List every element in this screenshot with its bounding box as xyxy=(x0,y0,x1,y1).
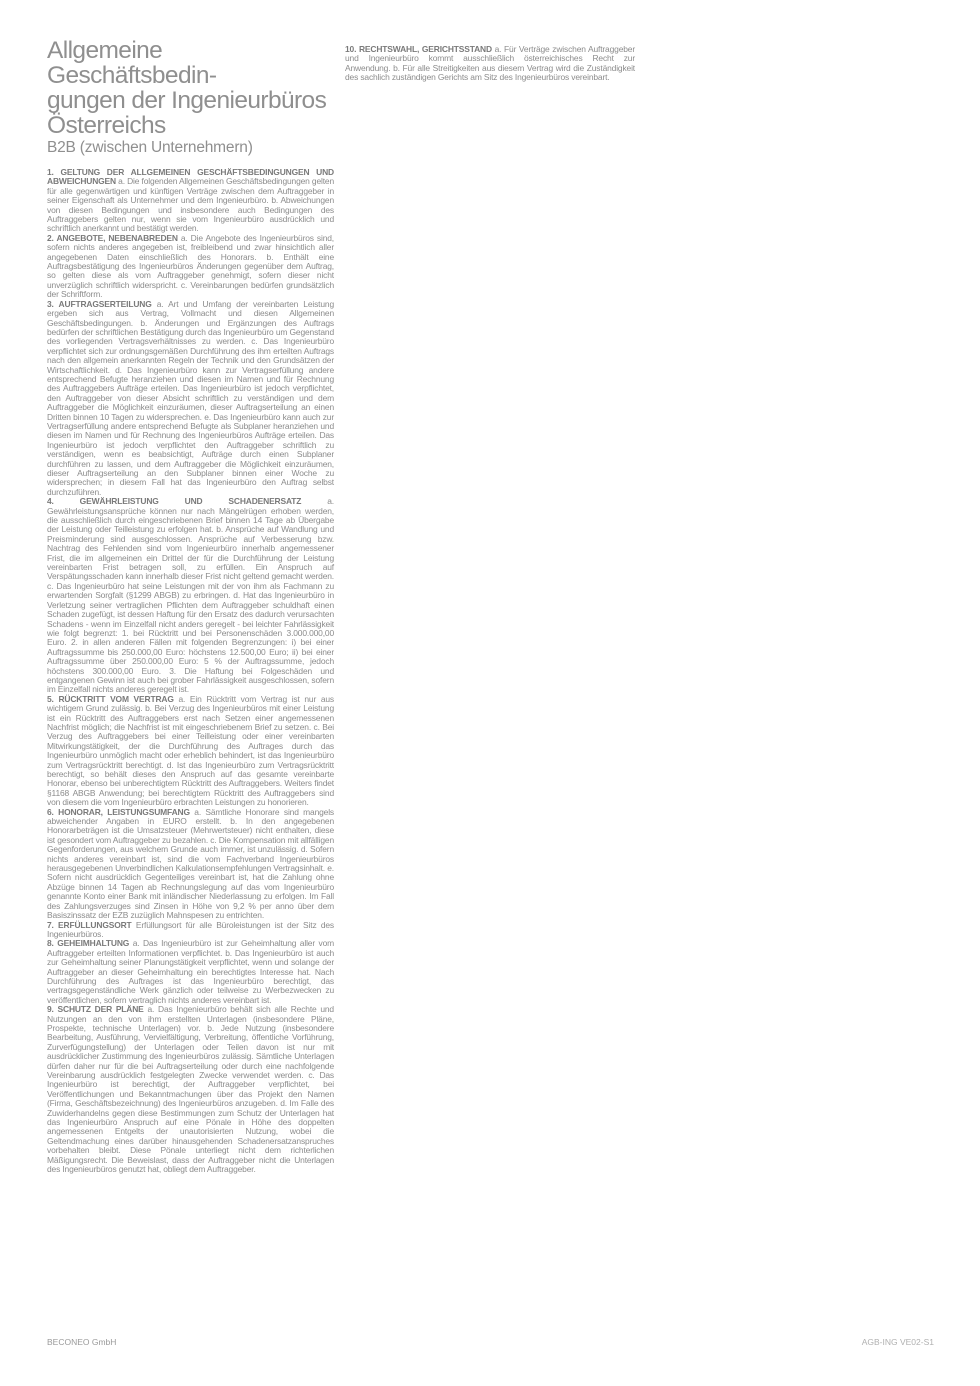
section-body: a. Gewährleistungsansprüche können nur nach Mängelrügen erhoben werden, die ausschließlich durch eingeschriebenen Brief binnen 14 Tage ab Übergabe der Leistung oder Teilleistung zu erfolgen hat. b. Ansprüche auf Wandlung und Preisminderung sind ausgeschlossen. Ansprüche auf Verbesserung bzw. Nachtrag des Fehlenden sind vom Ingenieurbüro innerhalb angemessener Frist, die im allgemeinen ein Drittel der für die Durchführung der Leistung vereinbarten Frist betragen soll, zu erfüllen. Ein Anspruch auf Verspätungsschaden kann innerhalb dieser Frist nicht geltend gemacht werden. c. Das Ingenieurbüro hat seine Leistungen mit der von ihm als Fachmann zu erwartenden Sorgfalt (§1299 ABGB) zu erbringen. d. Hat das Ingenieurbüro in Verletzung seiner vertraglichen Pflichten dem Auftraggeber schuldhaft einen Schaden zugefügt, ist dessen Haftung für den Ersatz des dadurch verursachten Schadens - wenn im Einzelfall nicht anders geregelt - bei leichter Fahrlässigkeit wie folgt begrenzt: 1. bei Rücktritt und bei Personenschäden 3.000.000,00 Euro. 2. in allen anderen Fällen mit folgenden Begrenzungen: i) bei einer Auftragssumme bis 250.000,00 Euro: höchstens 12.500,00 Euro; ii) bei einer Auftragssumme über 250.000,00 Euro: 5 % der Auftragssumme, jedoch höchstens 300.000,00 Euro. 3. Die Haftung bei Folgeschäden und entgangenen Gewinn ist auch bei grober Fahrlässigkeit ausgeschlossen, sofern im Einzelfall nichts anderes geregelt ist. xyxy=(47,496,334,695)
right-column xyxy=(345,45,635,83)
section-body: a. Für Verträge zwischen Auftraggeber und Ingenieurbüro kommt ausschließlich österreichisches Recht zur Anwendung. b. Für alle Streitigkeiten aus diesem Vertrag wird die Zuständigkeit des sachlich zuständigen Gerichts am Sitz des Ingenieurbüros vereinbart. xyxy=(345,44,635,83)
section-3 xyxy=(47,300,334,498)
section-heading: 6. HONORAR, LEISTUNGSUMFANG xyxy=(47,806,190,817)
section-7 xyxy=(47,921,334,940)
section-heading: 7. ERFÜLLUNGSORT xyxy=(47,919,132,930)
section-heading: 9. SCHUTZ DER PLÄNE xyxy=(47,1004,144,1015)
footer-company: BECONEO GmbH xyxy=(47,1337,117,1347)
document-title: Allgemeine Geschäftsbedin- gungen der Ingenieurbüros Österreichs xyxy=(47,37,327,139)
section-body: a. Das Ingenieurbüro behält sich alle Rechte und Nutzungen an den von ihm erstellten Unterlagen (insbesondere Pläne, Prospekte, technische Unterlagen) vor. b. Jede Nutzung (insbesondere Bearbeitung, Ausführung, Vervielfältigung, Verbreitung, öffentliche Vorführung, Zurverfügungstellung) der Unterlagen oder Teilen davon ist nur mit ausdrücklicher Zustimmung des Ingenieurbüros zulässig. Sämtliche Unterlagen dürfen daher nur für die bei Auftragserteilung oder durch eine nachfolgende Vereinbarung ausdrücklich festgelegten Zwecke verwendet werden. c. Das Ingenieurbüro ist berechtigt, der Auftraggeber verpflichtet, bei Veröffentlichungen und Bekanntmachungen über das Projekt den Namen (Firma, Geschäftsbezeichnung) des Ingenieurbüros anzugeben. d. Im Falle des Zuwiderhandelns gegen diese Bestimmungen zum Schutz der Unterlagen hat das Ingenieurbüro Anspruch auf eine Pönale in Höhe des doppelten angemessenen Entgelts der unautorisierten Nutzung, wobei die Geltendmachung eines darüber hinausgehenden Schadenersatzanspruches vorbehalten bleibt. Diese Pönale unterliegt nicht dem richterlichen Mäßigungsrecht. Die Beweislast, dass der Auftraggeber nicht die Unterlagen des Ingenieurbüros genutzt hat, obliegt dem Auftraggeber. xyxy=(47,1004,334,1175)
section-heading: 1. GELTUNG DER ALLGEMEINEN GESCHÄFTSBEDINGUNGEN UND ABWEICHUNGEN xyxy=(47,167,334,187)
section-heading: 8. GEHEIMHALTUNG xyxy=(47,938,130,949)
document-subtitle: B2B (zwischen Unternehmern) xyxy=(47,139,253,156)
section-body: a. Die Angebote des Ingenieurbüros sind, sofern nichts anderes angegeben ist, freibleibend und zwar hinsichtlich aller angegebenen Daten einschließlich des Honorars. b. Enthält eine Auftragsbestätigung des Ingenieurbüros Änderungen gegenüber dem Auftrag, so gelten diese als vom Auftraggeber genehmigt, sofern dieser nicht unverzüglich schriftlich widerspricht. c. Vereinbarungen bedürfen grundsätzlich der Schriftform. xyxy=(47,232,334,300)
left-column xyxy=(47,38,334,1174)
section-9 xyxy=(47,1005,334,1174)
section-body: Erfüllungsort für alle Büroleistungen ist der Sitz des Ingenieurbüros. xyxy=(47,919,334,939)
section-2 xyxy=(47,234,334,300)
section-body: a. Die folgenden Allgemeinen Geschäftsbedingungen gelten für alle gegenwärtigen und künftigen Verträge zwischen dem Auftraggeber in seiner Eigenschaft als Unternehmer und dem Ingenieurbüro. b. Abweichungen von diesen Bedingungen und insbesondere auch Bedingungen des Auftraggebers gelten nur, wenn sie vom Ingenieurbüro ausdrücklich und schriftlich anerkannt und bestätigt werden. xyxy=(47,176,335,234)
section-heading: 5. RÜCKTRITT VOM VERTRAG xyxy=(47,693,174,704)
section-8 xyxy=(47,939,334,1005)
section-heading: 4. GEWÄHRLEISTUNG UND SCHADENERSATZ xyxy=(47,496,302,507)
section-heading: 10. RECHTSWAHL, GERICHTSSTAND xyxy=(345,44,492,54)
section-5 xyxy=(47,695,334,808)
section-10 xyxy=(345,45,635,83)
sections-list xyxy=(47,168,334,1174)
section-6 xyxy=(47,808,334,921)
section-body: a. Ein Rücktritt vom Vertrag ist nur aus wichtigem Grund zulässig. b. Bei Verzug des Ingenieurbüros mit einer Leistung ist ein Rücktritt des Auftraggebers erst nach Setzen einer angemessenen Nachfrist möglich; die Nachfrist ist mit eingeschriebenem Brief zu setzen. c. Bei Verzug des Auftraggebers bei einer Teilleistung oder einer vereinbarten Mitwirkungstätigkeit, der die Durchführung des Auftrages durch das Ingenieurbüro unmöglich macht oder erheblich behindert, ist das Ingenieurbüro zum Vertragsrücktritt berechtigt. d. Ist das Ingenieurbüro zum Vertragsrücktritt berechtigt, so behält dieses den Anspruch auf das gesamte vereinbarte Honorar, ebenso bei unberechtigtem Rücktritt des Auftraggebers. Weiters findet §1168 ABGB Anwendung; bei berechtigtem Rücktritt des Auftraggebers sind von diesem die vom Ingenieurbüro erbrachten Leistungen zu honorieren. xyxy=(47,693,334,808)
section-heading: 2. ANGEBOTE, NEBENABREDEN xyxy=(47,232,178,243)
footer-doc-code: AGB-ING VE02-S1 xyxy=(861,1337,934,1347)
section-heading: 3. AUFTRAGSERTEILUNG xyxy=(47,298,152,309)
section-body: a. Das Ingenieurbüro ist zur Geheimhaltung aller vom Auftraggeber erteilten Informationen verpflichtet. b. Das Ingenieurbüro ist auch zur Geheimhaltung seiner Planungstätigkeit verpflichtet, wenn und solange der Auftraggeber an dieser Geheimhaltung ein berechtigtes Interesse hat. Nach Durchführung des Auftrages ist das Ingenieurbüro berechtigt, das vertragsgegenständliche Werk gänzlich oder teilweise zu Werbezwecken zu veröffentlichen, sofern vertraglich nichts anderes vereinbart ist. xyxy=(47,938,334,1005)
section-1 xyxy=(47,168,334,234)
section-body: a. Art und Umfang der vereinbarten Leistung ergeben sich aus Vertrag, Vollmacht und diesen Allgemeinen Geschäftsbedingungen. b. Änderungen und Ergänzungen des Auftrags bedürfen der schriftlichen Bestätigung durch das Ingenieurbüro um Gegenstand des vorliegenden Vertragsverhältnisses zu werden. c. Das Ingenieurbüro verpflichtet sich zur ordnungsgemäßen Durchführung des ihm erteilten Auftrags nach den allgemein anerkannten Regeln der Technik und den Grundsätzen der Wirtschaftlichkeit. d. Das Ingenieurbüro kann zur Vertragserfüllung andere entsprechend Befugte heranziehen und diesen im Namen und für Rechnung des Auftraggebers Aufträge erteilen. Das Ingenieurbüro ist jedoch verpflichtet, den Auftraggeber von dieser Absicht schriftlich zu verständigen und dem Auftraggeber die Möglichkeit einzuräumen, dieser Auftragserteilung an einen Dritten binnen 10 Tagen zu widersprechen. e. Das Ingenieurbüro kann auch zur Vertragserfüllung andere entsprechend Befugte als Subplaner heranziehen und diesen im Namen und für Rechnung des Ingenieurbüros Aufträge erteilen. Das Ingenieurbüro ist jedoch verpflichtet den Auftraggeber schriftlich zu verständigen, wenn es beabsichtigt, Aufträge durch einen Subplaner durchführen zu lassen, und dem Auftraggeber die Möglichkeit einzuräumen, dieser Auftragserteilung an den Subplaner binnen einer Woche zu widersprechen; in diesem Fall hat das Ingenieurbüro den Auftrag selbst durchzuführen. xyxy=(47,298,334,497)
section-body: a. Sämtliche Honorare sind mangels abweichender Angaben in EURO erstellt. b. In den angegebenen Honorarbeträgen ist die Umsatzsteuer (Mehrwertsteuer) nicht enthalten, diese ist gesondert vom Auftraggeber zu bezahlen. c. Die Kompensation mit allfälligen Gegenforderungen, aus welchem Grunde auch immer, ist unzulässig. d. Sofern nichts anderes vereinbart ist, sind die vom Fachverband Ingenieurbüros herausgegebenen Unverbindlichen Kalkulationsempfehlungen Vertragsinhalt. e. Sofern nicht ausdrücklich Gegenteiliges vereinbart ist, hat die Zahlung ohne Abzüge binnen 14 Tagen ab Rechnungslegung auf das vom Ingenieurbüro genannte Konto einer Bank mit inländischer Niederlassung zu erfolgen. Im Fall des Zahlungsverzuges sind Zinsen in Höhe von 9,2 % per anno über dem Basiszinssatz der EZB zuzüglich Mahnspesen zu entrichten. xyxy=(47,806,334,921)
section-4 xyxy=(47,497,334,695)
